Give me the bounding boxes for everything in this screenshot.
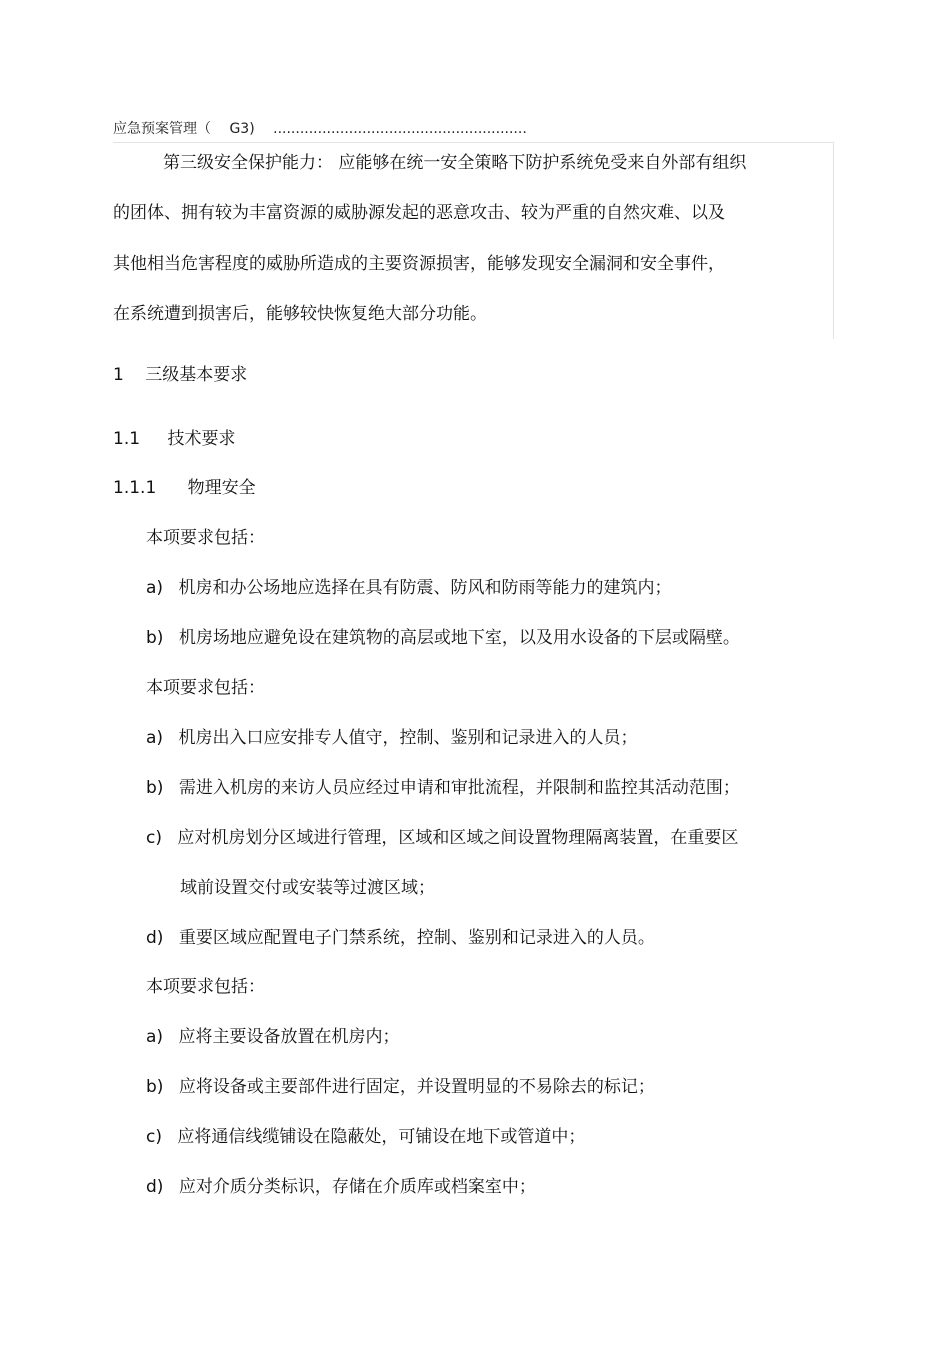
subsubsection-number: 1.1.1 — [113, 478, 157, 498]
header-code: G3) — [229, 121, 255, 137]
item-label: a) — [146, 728, 164, 748]
list-item-continuation: 域前设置交付或安装等过渡区域； — [180, 878, 435, 898]
item-text: 应对介质分类标识，存储在介质库或档案室中； — [178, 1177, 536, 1197]
page-header — [113, 118, 527, 138]
intro-line-1: 第三级安全保护能力： 应能够在统一安全策略下防护系统免受来自外部有组织 — [163, 153, 747, 173]
item-label: c) — [146, 1127, 162, 1147]
subsection-title: 技术要求 — [167, 429, 236, 449]
item-text: 重要区域应配置电子门禁系统，控制、鉴别和记录进入的人员。 — [178, 928, 655, 948]
intro-line-4: 在系统遭到损害后，能够较快恢复绝大部分功能。 — [113, 304, 487, 324]
subsubsection-title: 物理安全 — [187, 478, 256, 498]
list-item — [146, 727, 637, 749]
item-text: 机房和办公场地应选择在具有防震、防风和防雨等能力的建筑内； — [178, 578, 672, 598]
list-item — [146, 1076, 655, 1098]
list-item — [146, 827, 738, 849]
item-label: b) — [146, 778, 164, 798]
section-number: 1 — [113, 365, 124, 385]
list-item — [146, 927, 655, 949]
item-label: d) — [146, 928, 164, 948]
item-text: 机房场地应避免设在建筑物的高层或地下室，以及用水设备的下层或隔壁。 — [178, 628, 740, 648]
item-text: 机房出入口应安排专人值守，控制、鉴别和记录进入的人员； — [178, 728, 638, 748]
requirement-lead: 本项要求包括： — [146, 977, 265, 997]
section-heading — [113, 364, 247, 386]
requirement-lead: 本项要求包括： — [146, 678, 265, 698]
item-label: b) — [146, 1077, 164, 1097]
item-text: 需进入机房的来访人员应经过申请和审批流程，并限制和监控其活动范围； — [178, 778, 740, 798]
intro-line-3: 其他相当危害程度的威胁所造成的主要资源损害，能够发现安全漏洞和安全事件， — [113, 254, 725, 274]
intro-line-2: 的团体、拥有较为丰富资源的威胁源发起的恶意攻击、较为严重的自然灾难、以及 — [113, 203, 725, 223]
list-item — [146, 1126, 585, 1148]
item-label: d) — [146, 1177, 164, 1197]
section-title: 三级基本要求 — [145, 365, 248, 385]
header-title: 应急预案管理（ — [113, 121, 211, 137]
list-item — [146, 627, 740, 649]
list-item — [146, 1176, 536, 1198]
item-label: b) — [146, 628, 164, 648]
subsection-heading — [113, 428, 235, 450]
header-dots: ......................................................... — [273, 121, 527, 137]
item-label: a) — [146, 1027, 164, 1047]
subsection-number: 1.1 — [113, 429, 141, 449]
requirement-lead: 本项要求包括： — [146, 528, 265, 548]
item-text: 应将主要设备放置在机房内； — [178, 1027, 400, 1047]
item-text: 应对机房划分区域进行管理，区域和区域之间设置物理隔离装置，在重要区 — [177, 828, 739, 848]
list-item — [146, 577, 671, 599]
item-label: a) — [146, 578, 164, 598]
subsubsection-heading — [113, 477, 256, 499]
item-text: 应将通信线缆铺设在隐蔽处，可铺设在地下或管道中； — [177, 1127, 586, 1147]
list-item — [146, 777, 740, 799]
list-item — [146, 1026, 399, 1048]
item-text: 应将设备或主要部件进行固定，并设置明显的不易除去的标记； — [178, 1077, 655, 1097]
item-label: c) — [146, 828, 162, 848]
